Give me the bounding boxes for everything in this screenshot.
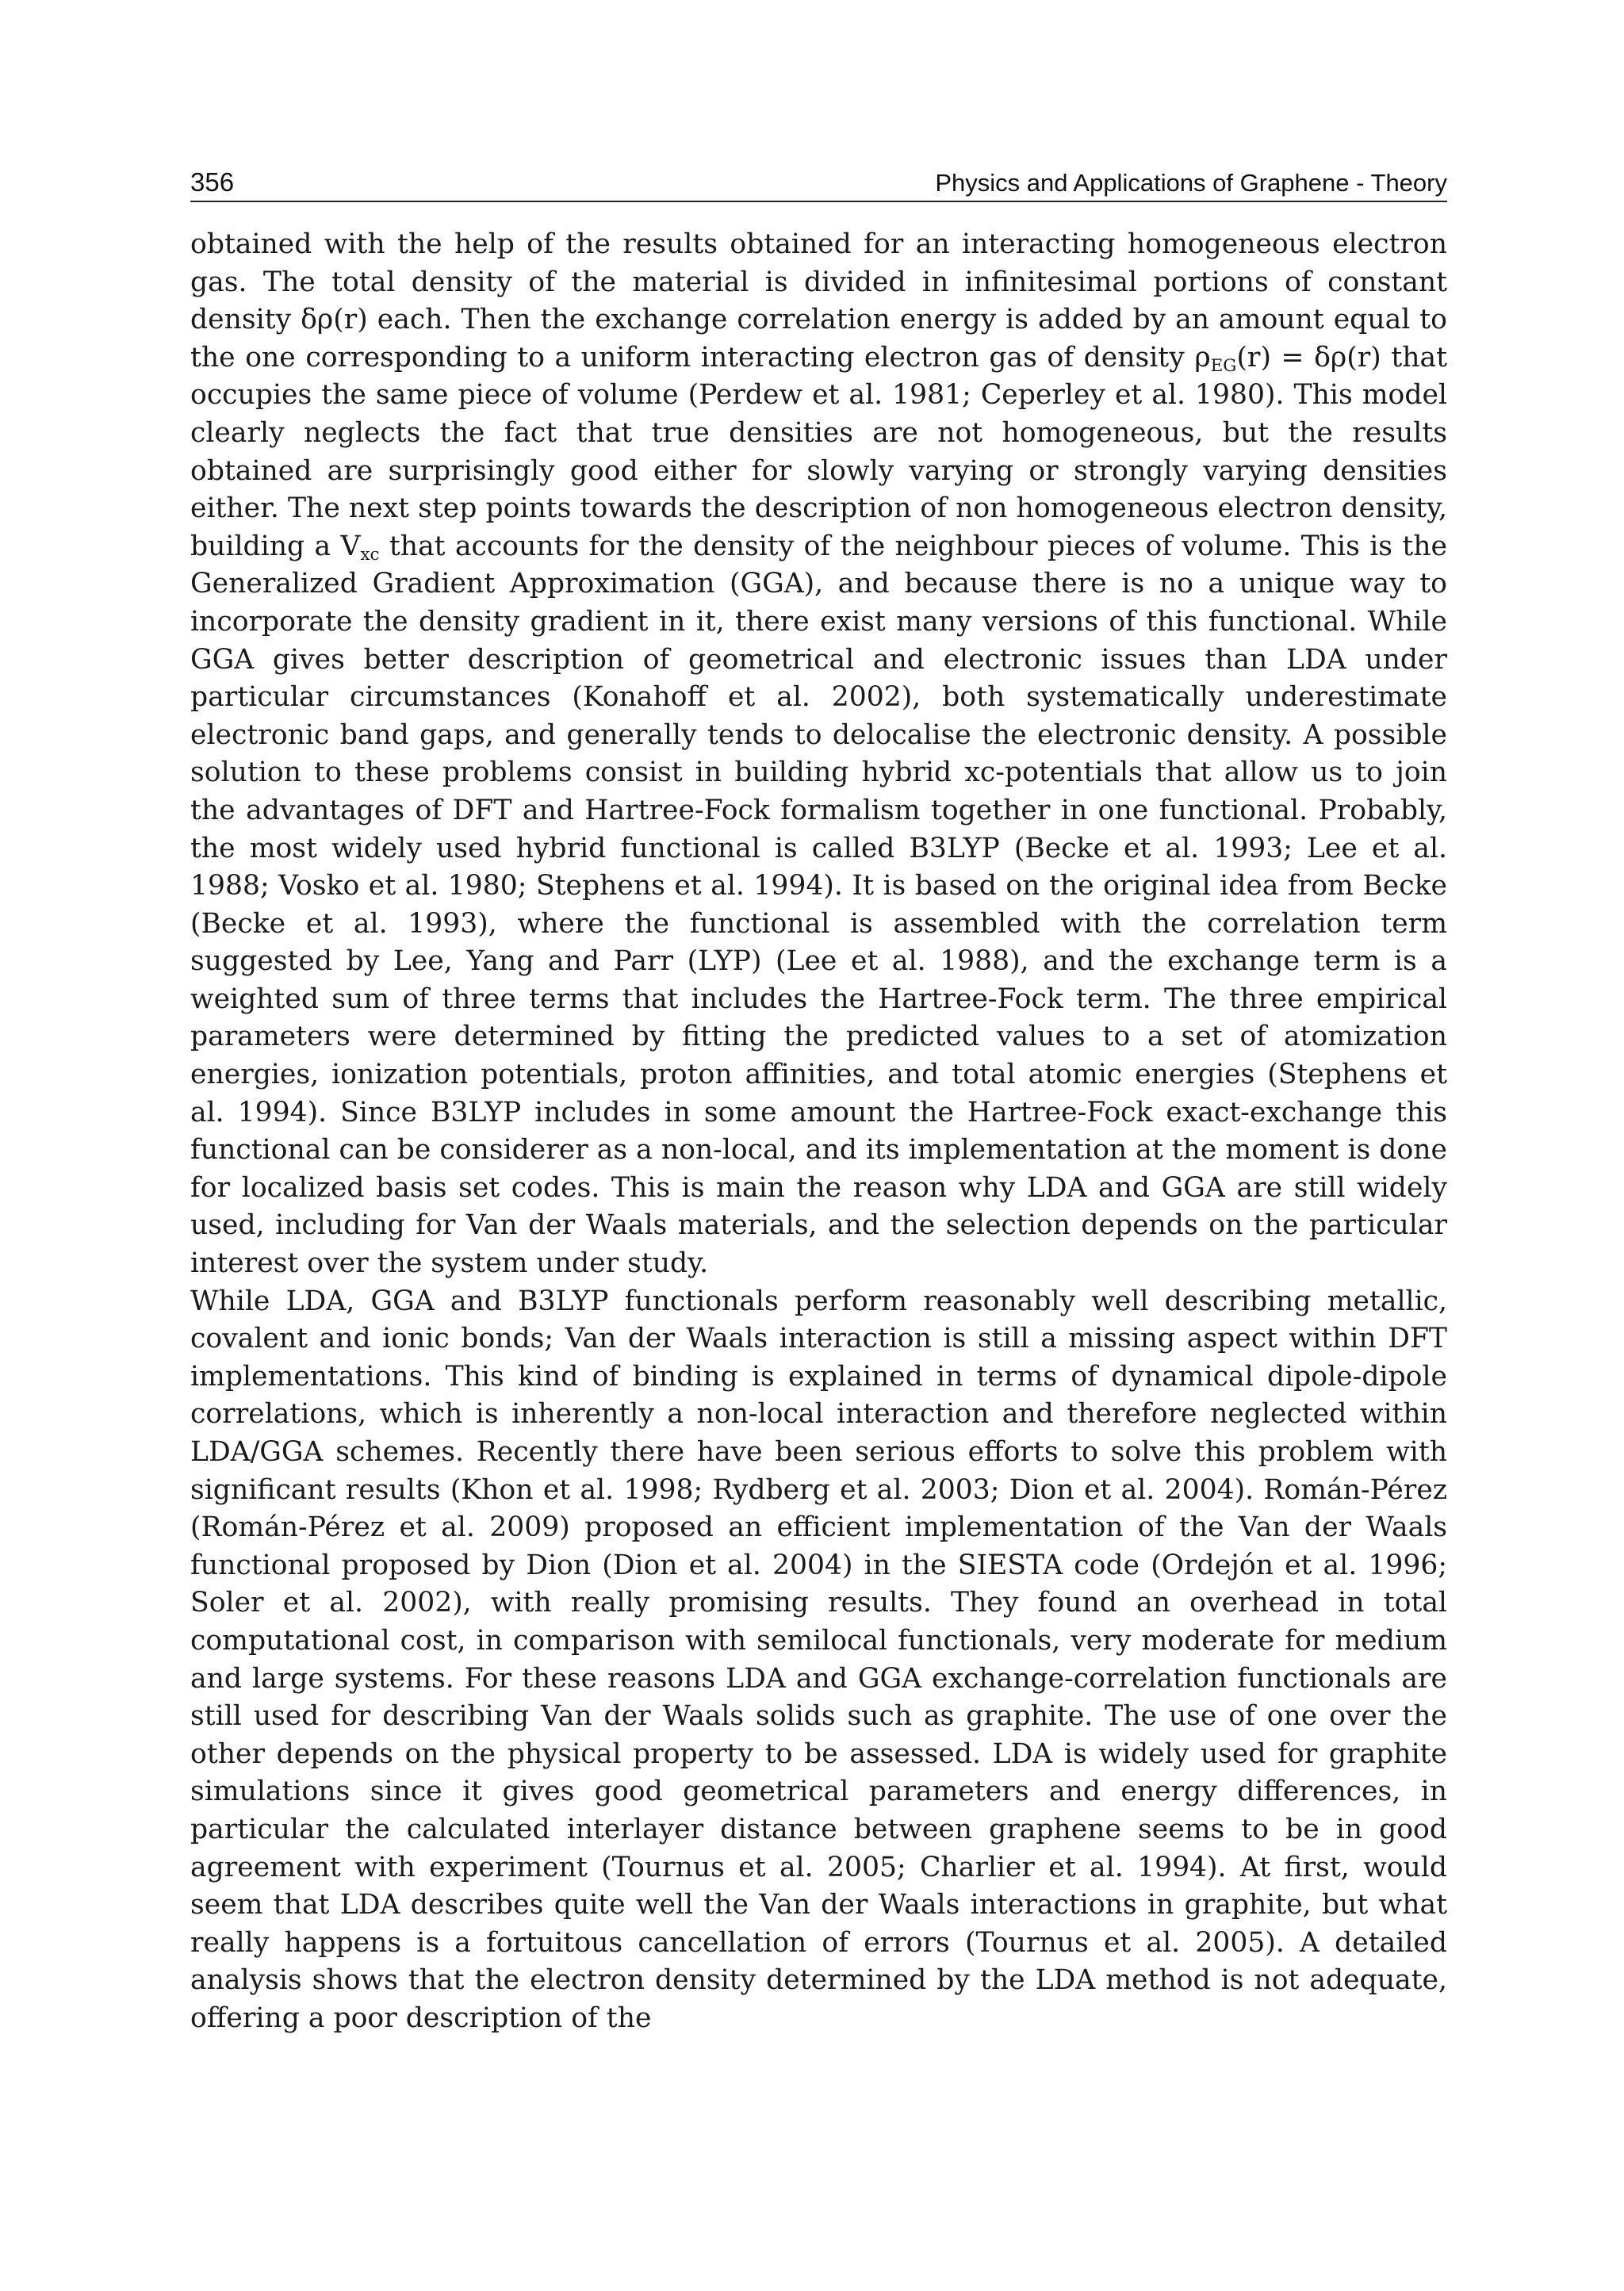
paragraph-1-text-a: obtained with the help of the results obtained for an interacting homogeneous electron gas. The total density of the material is divided in infinitesimal portions of constant density δρ(r) each. Then the exchange correlation energy is added by an amount equal to the one corresponding to a uniform interacting electron gas of density ρ [190, 228, 1447, 374]
paragraph-2: While LDA, GGA and B3LYP functionals perform reasonably well describing metallic, covalent and ionic bonds; Van der Waals interaction is still a missing aspect within DFT implementations. This kind of binding is explained in terms of dynamical dipole-dipole correlations, which is inherently a non-local interaction and therefore neglected within LDA/GGA schemes. Recently there have been serious efforts to solve this problem with significant results (Khon et al. 1998; Rydberg et al. 2003; Dion et al. 2004). Román-Pérez (Román-Pérez et al. 2009) proposed an efficient implementation of the Van der Waals functional proposed by Dion (Dion et al. 2004) in the SIESTA code (Ordejón et al. 1996; Soler et al. 2002), with really promising results. They found an overhead in total computational cost, in comparison with semilocal functionals, very moderate for medium and large systems. For these reasons LDA and GGA exchange-correlation functionals are still used for describing Van der Waals solids such as graphite. The use of one over the other depends on the physical property to be assessed. LDA is widely used for graphite simulations since it gives good geometrical parameters and energy differences, in particular the calculated interlayer distance between graphene seems to be in good agreement with experiment (Tournus et al. 2005; Charlier et al. 1994). At first, would seem that LDA describes quite well the Van der Waals interactions in graphite, but what really happens is a fortuitous cancellation of errors (Tournus et al. 2005). A detailed analysis shows that the electron density determined by the LDA method is not adequate, offering a poor description of the [190, 1285, 1447, 2034]
paragraph-1-text-b: (r) = δρ(r) that occupies the same piece of volume (Perdew et al. 1981; Ceperley et al. 1980). This model clearly neglects the fact that true densities are not homogeneous, but the results obtained are surprisingly good either for slowly varying or strongly varying densities either. The next step points towards the description of non homogeneous electron density, building a V [190, 341, 1447, 562]
page [190, 163, 1447, 2038]
paragraph-1-text-c: that accounts for the density of the neighbour pieces of volume. This is the Generalized Gradient Approximation (GGA), and because there is no a unique way to incorporate the density gradient in it, there exist many versions of this functional. While GGA gives better description of geometrical and electronic issues than LDA under particular circumstances (Konahoff et al. 2002), both systematically underestimate electronic band gaps, and generally tends to delocalise the electronic density. A possible solution to these problems consist in building hybrid xc-potentials that allow us to join the advantages of DFT and Hartree-Fock formalism together in one functional. Probably, the most widely used hybrid functional is called B3LYP (Becke et al. 1993; Lee et al. 1988; Vosko et al. 1980; Stephens et al. 1994). It is based on the original idea from Becke (Becke et al. 1993), where the functional is assembled with the correlation term suggested by Lee, Yang and Parr (LYP) (Lee et al. 1988), and the exchange term is a weighted sum of three terms that includes the Hartree-Fock term. The three empirical parameters were determined by fitting the predicted values to a set of atomization energies, ionization potentials, proton affinities, and total atomic energies (Stephens et al. 1994). Since B3LYP includes in some amount the Hartree-Fock exact-exchange this functional can be considerer as a non-local, and its implementation at the moment is done for localized basis set codes. This is main the reason why LDA and GGA are still widely used, including for Van der Waals materials, and the selection depends on the particular interest over the system under study. [190, 530, 1447, 1280]
paragraph-1 [190, 226, 1447, 1283]
subscript-eg: EG [1210, 355, 1237, 376]
book-title: Physics and Applications of Graphene - Theory [935, 169, 1447, 197]
page-number: 356 [190, 167, 235, 197]
running-header [190, 163, 1447, 202]
subscript-xc: xc [360, 544, 380, 565]
body-text [190, 226, 1447, 2038]
